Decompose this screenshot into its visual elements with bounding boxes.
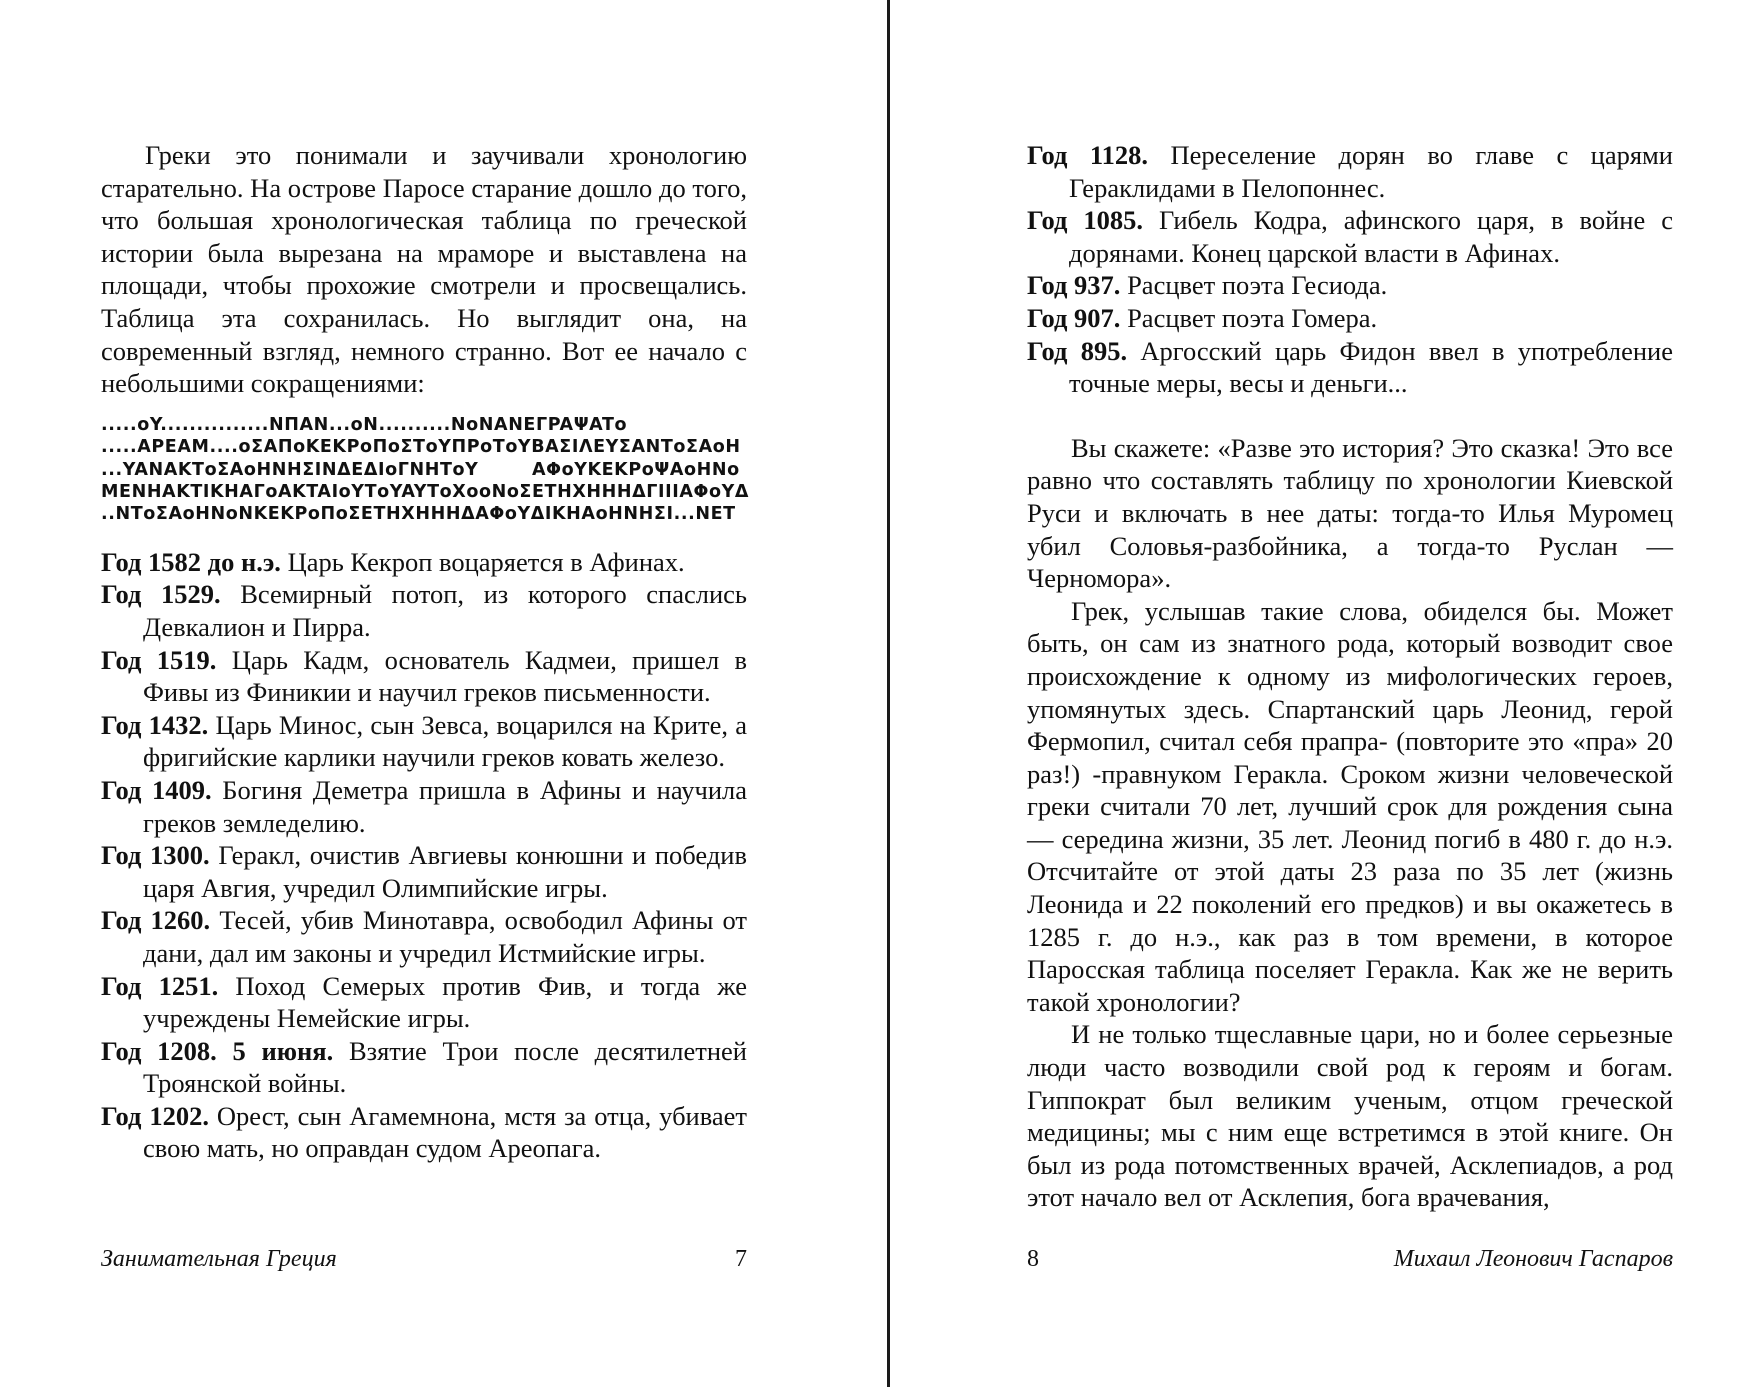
running-author: Михаил Леонович Гаспаров: [1393, 1246, 1673, 1272]
right-page-body: [1027, 139, 1673, 1214]
entry-text: Поход Семерых против Фив, и тогда же учреждены Немейские игры.: [143, 970, 747, 1034]
intro-paragraph: Греки это понимали и заучивали хронологию старательно. На острове Паросе старание дошло до того, что большая хронологическая таблица по греческой истории была вырезана на мраморе и выставлена на площади, чтобы прохожие смотрели и просвещались. Таблица эта сохранилась. Но выглядит она, на современный взгляд, немного странно. Вот ее начало с небольшими сокращениями:: [101, 140, 747, 399]
inscription-line: ..NTᴏΣAᴏHNᴏNKEKPᴏΠᴏΣETHXHHHΔAΦᴏYΔIKHAᴏHNHΣI...NET: [101, 504, 736, 525]
entry-year: Год 895.: [1027, 335, 1128, 366]
entry-text: Орест, сын Агамемнона, мстя за отца, убивает свою мать, но оправдан судом Ареопага.: [143, 1100, 748, 1164]
entry-year: Год 1202.: [101, 1100, 209, 1131]
chronology-entry: [101, 644, 747, 709]
inscription-line: MENHAKTIKHAΓᴏAKTAIᴏYTᴏYAYTᴏXᴏᴏNᴏΣETHXHHHΔΓIIIAΦᴏYΔ: [101, 481, 750, 502]
chronology-entry: [101, 1100, 747, 1165]
entry-text: Гибель Кодра, афинского царя, в войне с дорянами. Конец царской власти в Афинах.: [1069, 205, 1673, 268]
entry-year: Год 1582 до н.э.: [101, 546, 281, 577]
entry-text: Расцвет поэта Гомера.: [1127, 302, 1378, 333]
entry-text: Взятие Трои после десятилетней Троянской войны.: [143, 1035, 747, 1099]
entry-year: Год 937.: [1027, 270, 1121, 301]
entry-text: Всемирный потоп, из которого спаслись Девкалион и Пирра.: [143, 579, 747, 642]
inscription-line: .....ᴏY...............NΠAN...ᴏN..........NᴏNANEΓPAΨATᴏ: [101, 414, 628, 435]
chronology-entry: [101, 1035, 747, 1100]
right-page: [1027, 0, 1673, 1387]
entry-text: Расцвет поэта Гесиода.: [1127, 270, 1388, 301]
entry-year: Год 1432.: [101, 709, 209, 740]
chronology-entry: [101, 709, 747, 774]
body-paragraph: Вы скажете: «Разве это история? Это сказка! Это все равно что составлять таблицу по хронологии Киевской Руси и включать в нее даты: тогда-то Илья Муромец убил Соловья-разбойника, а тогда-то Руслан — Черномора».: [1027, 432, 1673, 594]
left-page-body: [101, 139, 750, 1165]
book-gutter-divider: [887, 0, 890, 1387]
entry-year: Год 1260.: [101, 905, 211, 936]
entry-text: Аргосский царь Фидон ввел в употребление точные меры, весы и деньги...: [1069, 335, 1673, 399]
entry-text: Царь Кекроп воцаряется в Афинах.: [287, 546, 685, 577]
chronology-entry: [101, 546, 747, 579]
page-number: 8: [1027, 1246, 1039, 1272]
left-page: [101, 0, 750, 1387]
chronology-entry: [1027, 269, 1673, 302]
entry-year: Год 1085.: [1027, 205, 1144, 236]
body-paragraph: И не только тщеславные цари, но и более серьезные люди часто возводили свой род к героям и богам. Гиппократ был великим ученым, отцом греческой медицины; мы с ним еще встретимся в этой книге. Он был из рода потомственных врачей, Асклепиадов, а род этот начало вел от Асклепия, бога врачевания,: [1027, 1019, 1673, 1213]
entry-year: Год 1409.: [101, 774, 212, 805]
entry-year: Год 1519.: [101, 644, 217, 675]
entry-text: Тесей, убив Минотавра, освободил Афины от дани, дал им законы и учредил Истмийские игры.: [143, 905, 747, 968]
entry-year: Год 1251.: [101, 970, 219, 1001]
entry-year: Год 1128.: [1027, 140, 1149, 170]
entry-text: Переселение дорян во главе с царями Гераклидами в Пелопоннес.: [1069, 140, 1673, 203]
entry-year: Год 1529.: [101, 579, 221, 610]
chronology-entry: [101, 774, 747, 839]
parian-marble-inscription: [101, 414, 750, 526]
body-paragraph: Грек, услышав такие слова, обиделся бы. Может быть, он сам из знатного рода, который возводит свое происхождение к одному из мифологических героев, упомянутых здесь. Спартанский царь Леонид, герой Фермопил, считал себя прапра- (повторите это «пра» 20 раз!) -правнуком Геракла. Сроком жизни человеческой греки считали 70 лет, лучший срок для рождения сына — середина жизни, 35 лет. Леонид погиб в 480 г. до н.э. Отсчитайте от этой даты 23 раза по 35 лет (жизнь Леонида и 22 поколений его предков) и вы окажетесь в 1285 г. до н.э., как раз в том времени, в которое Паросская таблица поселяет Геракла. Как же не верить такой хронологии?: [1027, 595, 1673, 1017]
page-number: 7: [735, 1246, 747, 1272]
inscription-line: .....APEAM....ᴏΣAΠᴏKEKPᴏΠᴏΣTᴏYΠPᴏTᴏYBAΣIΛEYΣANTᴏΣAᴏH: [101, 437, 741, 458]
chronology-entry: [101, 839, 747, 904]
entry-text: Царь Минос, сын Зевса, воцарился на Крите, а фригийские карлики научили греков ковать железо.: [143, 709, 747, 773]
chronology-entry: [101, 578, 747, 643]
inscription-line: ...YANAKTᴏΣAᴏHNHΣINΔEΔIᴏΓNHTᴏY AΦᴏYKEKPᴏΨAᴏHNᴏ: [101, 459, 740, 480]
chronology-entry: [1027, 204, 1673, 269]
entry-text: Геракл, очистив Авгиевы конюшни и победив царя Авгия, учредил Олимпийские игры.: [143, 840, 747, 903]
entry-year: Год 907.: [1027, 302, 1121, 333]
chronology-entry: [101, 904, 747, 969]
running-title: Занимательная Греция: [101, 1246, 337, 1272]
chronology-entry: [1027, 302, 1673, 335]
chronology-entry: [1027, 139, 1673, 204]
entry-year: Год 1300.: [101, 840, 210, 871]
chronology-entry: [1027, 335, 1673, 400]
chronology-entry: [101, 970, 747, 1035]
entry-text: Богиня Деметра пришла в Афины и научила греков земледелию.: [143, 774, 747, 838]
entry-year: Год 1208. 5 июня.: [101, 1035, 334, 1066]
entry-text: Царь Кадм, основатель Кадмеи, пришел в Фивы из Финикии и научил греков письменности.: [143, 644, 748, 708]
